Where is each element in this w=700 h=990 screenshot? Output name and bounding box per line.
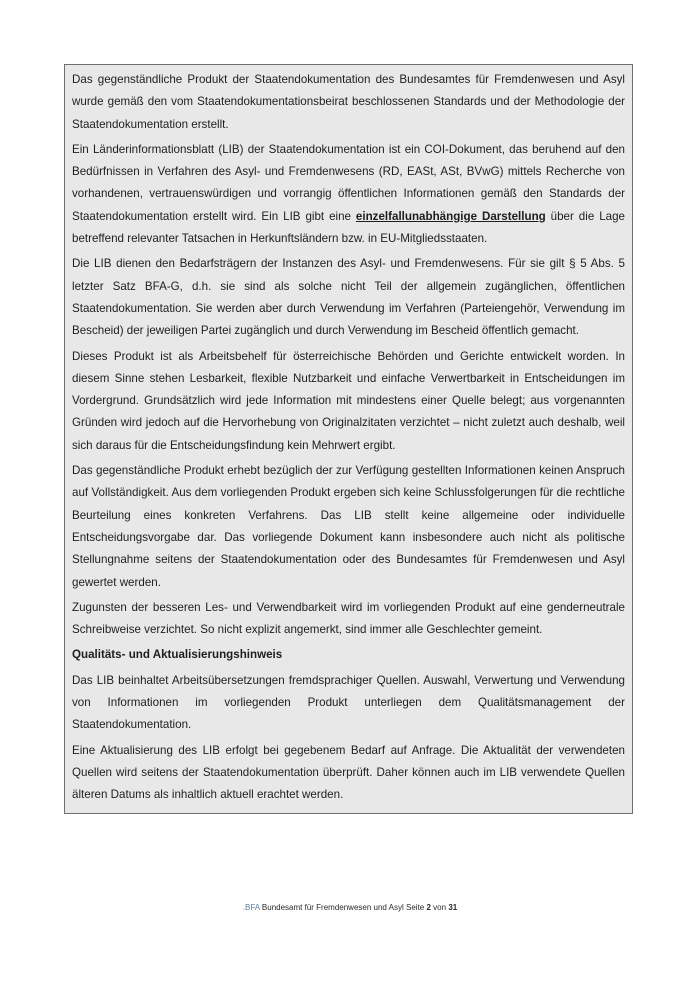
section-heading-quality: Qualitäts- und Aktualisierungshinweis [72,648,283,662]
paragraph-product-standards: Das gegenständliche Produkt der Staatendokumentation des Bundesamtes für Fremdenwesen und Asyl wurde gemäß den vom Staatendokumentationsbeirat beschlossenen Standards und der Methodologie der Staatendokumentation erstellt. [72,73,625,131]
paragraph-lib-definition [72,139,625,250]
paragraph-gender-note: Zugunsten der besseren Les- und Verwendbarkeit wird im vorliegenden Produkt auf eine genderneutrale Schreibweise verzichtet. So nicht explizit angemerkt, sind immer alle Geschlechter gemeint. [72,600,625,637]
footer-page-total: 31 [448,903,458,912]
paragraph-lib-usage: Die LIB dienen den Bedarfsträgern der Instanzen des Asyl- und Fremdenwesens. Für sie gilt § 5 Abs. 5 letzter Satz BFA-G, d.h. sie sind als solche nicht Teil der allgemein zugänglichen, öffentlichen Staatendokumentation. Sie werden aber durch Verwendung im Verfahren (Parteiengehör, Verwendung im Bescheid) der jeweiligen Partei zugänglich und durch Verwendung im Bescheid öffentlich gemacht. [72,257,625,338]
bfa-logo-text: .BFA [242,903,260,912]
paragraph-no-completeness: Das gegenständliche Produkt erhebt bezüglich der zur Verfügung gestellten Informationen keinen Anspruch auf Vollständigkeit. Aus dem vorliegenden Produkt ergeben sich keine Schlussfolgerungen für die rechtliche Beurteilung eines konkreten Verfahrens. Das LIB stellt keine allgemeine oder individuelle Entscheidungsvorgabe dar. Das vorliegende Dokument kann insbesondere auch nicht als politische Stellungnahme seitens der Staatendokumentation oder des Bundesamtes für Fremdenwesen und Asyl gewertet werden. [72,464,625,589]
footer-org-text: Bundesamt für Fremdenwesen und Asyl [261,903,404,912]
disclaimer-box [64,64,633,814]
emphasized-text: einzelfallunabhängige Darstellung [355,209,546,223]
footer-page-label: Seite [406,903,425,912]
paragraph-arbeitsbehelf: Dieses Produkt ist als Arbeitsbehelf für österreichische Behörden und Gerichte entwickelt worden. In diesem Sinne stehen Lesbarkeit, flexible Nutzbarkeit und einfache Verwertbarkeit in Entscheidungen im Vordergrund. Grundsätzlich wird jede Information mit mindestens einer Quelle belegt; aus vorgenannten Gründen wird jedoch auf die Hervorhebung von Originalzitaten verzichtet – nicht zuletzt auch deshalb, weil sich daraus für die Entscheidungsfindung kein Mehrwert ergibt. [72,349,625,452]
paragraph-update-note: Eine Aktualisierung des LIB erfolgt bei gegebenem Bedarf auf Anfrage. Die Aktualität der verwendeten Quellen wird seitens der Staatendokumentation überprüft. Daher können auch im LIB verwendete Quellen älteren Datums als inhaltlich aktuell erachtet werden. [72,743,625,802]
paragraph-lib-definition-post: über die Lage betreffend relevanter Tatsachen in Herkunftsländern bzw. in EU-Mitgliedsstaaten. [72,209,625,246]
paragraph-lib-definition-pre: Ein Länderinformationsblatt (LIB) der Staatendokumentation ist ein COI-Dokument, das beruhend auf den Bedürfnissen in Verfahren des Asyl- und Fremdenwesens (RD, EASt, ASt, BVwG) mittels Recherche von vorhandenen, vertrauenswürdigen und vorrangig öffentlichen Informationen gemäß den Standards der Staatendokumentation erstellt wird. Ein LIB gibt eine [72,142,625,223]
page-footer [0,902,700,914]
paragraph-translations: Das LIB beinhaltet Arbeitsübersetzungen fremdsprachiger Quellen. Auswahl, Verwertung und Verwendung von Informationen im vorliegenden Produkt unterliegen dem Qualitätsmanagement der Staatendokumentation. [72,673,625,732]
footer-page-current: 2 [426,903,431,912]
footer-of-label: von [433,903,447,912]
